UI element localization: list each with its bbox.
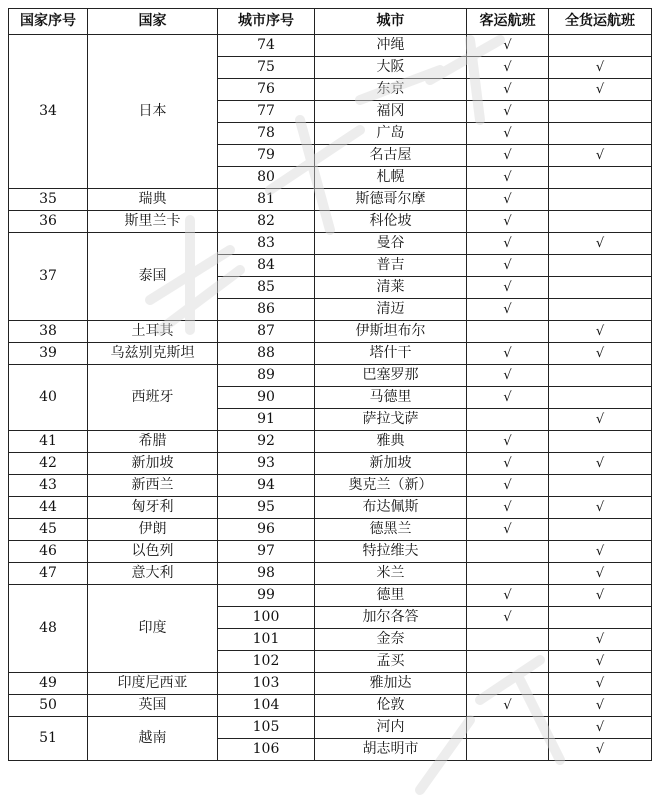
country-number-cell: 48 <box>9 585 88 673</box>
country-number-cell: 44 <box>9 497 88 519</box>
city-name-cell: 塔什干 <box>315 343 467 365</box>
passenger-flight-cell: √ <box>467 585 549 607</box>
passenger-flight-cell: √ <box>467 101 549 123</box>
country-number-cell: 38 <box>9 321 88 343</box>
cargo-flight-cell <box>549 299 652 321</box>
city-number-cell: 81 <box>218 189 315 211</box>
country-number-cell: 51 <box>9 717 88 761</box>
passenger-flight-cell <box>467 651 549 673</box>
table-row <box>9 321 652 343</box>
city-number-cell: 86 <box>218 299 315 321</box>
cargo-flight-cell <box>549 607 652 629</box>
country-number-cell: 49 <box>9 673 88 695</box>
city-name-cell: 德黑兰 <box>315 519 467 541</box>
passenger-flight-cell: √ <box>467 475 549 497</box>
passenger-flight-cell <box>467 563 549 585</box>
cargo-flight-cell: √ <box>549 497 652 519</box>
city-name-cell: 金奈 <box>315 629 467 651</box>
country-number-cell: 47 <box>9 563 88 585</box>
passenger-flight-cell: √ <box>467 189 549 211</box>
city-number-cell: 76 <box>218 79 315 101</box>
passenger-flight-cell: √ <box>467 453 549 475</box>
passenger-flight-cell <box>467 409 549 431</box>
city-number-cell: 98 <box>218 563 315 585</box>
country-name-cell: 希腊 <box>88 431 218 453</box>
city-name-cell: 萨拉戈萨 <box>315 409 467 431</box>
city-name-cell: 特拉维夫 <box>315 541 467 563</box>
city-number-cell: 75 <box>218 57 315 79</box>
city-number-cell: 79 <box>218 145 315 167</box>
cargo-flight-cell <box>549 387 652 409</box>
city-name-cell: 布达佩斯 <box>315 497 467 519</box>
city-name-cell: 曼谷 <box>315 233 467 255</box>
cargo-flight-cell: √ <box>549 739 652 761</box>
city-name-cell: 巴塞罗那 <box>315 365 467 387</box>
cargo-flight-cell <box>549 189 652 211</box>
country-name-cell: 新西兰 <box>88 475 218 497</box>
cargo-flight-cell: √ <box>549 717 652 739</box>
table-row <box>9 233 652 255</box>
passenger-flight-cell: √ <box>467 211 549 233</box>
cargo-flight-cell <box>549 365 652 387</box>
country-name-cell: 土耳其 <box>88 321 218 343</box>
city-number-cell: 90 <box>218 387 315 409</box>
table-row <box>9 453 652 475</box>
cargo-flight-cell: √ <box>549 321 652 343</box>
city-name-cell: 科伦坡 <box>315 211 467 233</box>
passenger-flight-cell: √ <box>467 387 549 409</box>
city-name-cell: 名古屋 <box>315 145 467 167</box>
passenger-flight-cell <box>467 673 549 695</box>
passenger-flight-cell: √ <box>467 299 549 321</box>
country-name-cell: 匈牙利 <box>88 497 218 519</box>
cargo-flight-cell <box>549 277 652 299</box>
country-number-cell: 35 <box>9 189 88 211</box>
city-name-cell: 大阪 <box>315 57 467 79</box>
city-number-cell: 104 <box>218 695 315 717</box>
city-name-cell: 清莱 <box>315 277 467 299</box>
country-name-cell: 印度 <box>88 585 218 673</box>
country-name-cell: 乌兹别克斯坦 <box>88 343 218 365</box>
passenger-flight-cell: √ <box>467 343 549 365</box>
table-row <box>9 695 652 717</box>
city-name-cell: 河内 <box>315 717 467 739</box>
city-number-cell: 103 <box>218 673 315 695</box>
cargo-flight-cell: √ <box>549 145 652 167</box>
cargo-flight-cell: √ <box>549 233 652 255</box>
city-number-cell: 94 <box>218 475 315 497</box>
cargo-flight-cell <box>549 255 652 277</box>
country-number-cell: 39 <box>9 343 88 365</box>
cargo-flight-cell: √ <box>549 563 652 585</box>
country-name-cell: 新加坡 <box>88 453 218 475</box>
country-name-cell: 英国 <box>88 695 218 717</box>
city-number-cell: 97 <box>218 541 315 563</box>
city-number-cell: 95 <box>218 497 315 519</box>
city-name-cell: 冲绳 <box>315 35 467 57</box>
passenger-flight-cell: √ <box>467 497 549 519</box>
city-name-cell: 斯德哥尔摩 <box>315 189 467 211</box>
city-number-cell: 100 <box>218 607 315 629</box>
passenger-flight-cell: √ <box>467 145 549 167</box>
city-name-cell: 新加坡 <box>315 453 467 475</box>
header-cargo-flights: 全货运航班 <box>549 9 652 35</box>
cargo-flight-cell <box>549 475 652 497</box>
country-name-cell: 以色列 <box>88 541 218 563</box>
table-row <box>9 365 652 387</box>
cargo-flight-cell: √ <box>549 673 652 695</box>
country-number-cell: 36 <box>9 211 88 233</box>
city-number-cell: 77 <box>218 101 315 123</box>
cargo-flight-cell: √ <box>549 79 652 101</box>
city-name-cell: 广岛 <box>315 123 467 145</box>
city-number-cell: 92 <box>218 431 315 453</box>
passenger-flight-cell <box>467 717 549 739</box>
country-number-cell: 43 <box>9 475 88 497</box>
header-row <box>9 9 652 35</box>
passenger-flight-cell: √ <box>467 233 549 255</box>
city-name-cell: 胡志明市 <box>315 739 467 761</box>
table-row <box>9 563 652 585</box>
table-row <box>9 673 652 695</box>
city-number-cell: 82 <box>218 211 315 233</box>
flight-city-table <box>8 8 652 761</box>
city-number-cell: 80 <box>218 167 315 189</box>
table-row <box>9 475 652 497</box>
cargo-flight-cell: √ <box>549 409 652 431</box>
city-number-cell: 84 <box>218 255 315 277</box>
city-number-cell: 88 <box>218 343 315 365</box>
passenger-flight-cell <box>467 541 549 563</box>
table-row <box>9 35 652 57</box>
cargo-flight-cell <box>549 101 652 123</box>
city-number-cell: 93 <box>218 453 315 475</box>
country-name-cell: 印度尼西亚 <box>88 673 218 695</box>
table-row <box>9 541 652 563</box>
city-name-cell: 米兰 <box>315 563 467 585</box>
table-row <box>9 585 652 607</box>
table-row <box>9 211 652 233</box>
cargo-flight-cell: √ <box>549 541 652 563</box>
cargo-flight-cell: √ <box>549 343 652 365</box>
city-number-cell: 87 <box>218 321 315 343</box>
country-number-cell: 45 <box>9 519 88 541</box>
table-header <box>9 9 652 35</box>
table-row <box>9 519 652 541</box>
city-number-cell: 96 <box>218 519 315 541</box>
city-name-cell: 清迈 <box>315 299 467 321</box>
passenger-flight-cell: √ <box>467 277 549 299</box>
header-city: 城市 <box>315 9 467 35</box>
header-country-no: 国家序号 <box>9 9 88 35</box>
country-number-cell: 46 <box>9 541 88 563</box>
country-name-cell: 瑞典 <box>88 189 218 211</box>
city-number-cell: 83 <box>218 233 315 255</box>
country-number-cell: 42 <box>9 453 88 475</box>
table-body <box>9 35 652 761</box>
passenger-flight-cell <box>467 629 549 651</box>
city-number-cell: 106 <box>218 739 315 761</box>
cargo-flight-cell: √ <box>549 695 652 717</box>
passenger-flight-cell: √ <box>467 431 549 453</box>
country-name-cell: 意大利 <box>88 563 218 585</box>
table-row <box>9 497 652 519</box>
city-name-cell: 东京 <box>315 79 467 101</box>
cargo-flight-cell <box>549 431 652 453</box>
country-name-cell: 日本 <box>88 35 218 189</box>
passenger-flight-cell: √ <box>467 57 549 79</box>
country-name-cell: 斯里兰卡 <box>88 211 218 233</box>
table-row <box>9 189 652 211</box>
city-number-cell: 99 <box>218 585 315 607</box>
city-number-cell: 105 <box>218 717 315 739</box>
passenger-flight-cell: √ <box>467 167 549 189</box>
city-name-cell: 普吉 <box>315 255 467 277</box>
passenger-flight-cell: √ <box>467 35 549 57</box>
passenger-flight-cell: √ <box>467 255 549 277</box>
cargo-flight-cell: √ <box>549 57 652 79</box>
cargo-flight-cell: √ <box>549 651 652 673</box>
passenger-flight-cell <box>467 321 549 343</box>
city-name-cell: 札幌 <box>315 167 467 189</box>
country-name-cell: 越南 <box>88 717 218 761</box>
passenger-flight-cell: √ <box>467 365 549 387</box>
country-number-cell: 40 <box>9 365 88 431</box>
table-row <box>9 431 652 453</box>
city-name-cell: 德里 <box>315 585 467 607</box>
city-number-cell: 101 <box>218 629 315 651</box>
city-name-cell: 伦敦 <box>315 695 467 717</box>
header-city-no: 城市序号 <box>218 9 315 35</box>
country-name-cell: 伊朗 <box>88 519 218 541</box>
passenger-flight-cell: √ <box>467 519 549 541</box>
city-name-cell: 雅典 <box>315 431 467 453</box>
cargo-flight-cell <box>549 167 652 189</box>
header-passenger-flights: 客运航班 <box>467 9 549 35</box>
passenger-flight-cell <box>467 739 549 761</box>
cargo-flight-cell <box>549 211 652 233</box>
city-number-cell: 91 <box>218 409 315 431</box>
city-name-cell: 加尔各答 <box>315 607 467 629</box>
table-row <box>9 343 652 365</box>
passenger-flight-cell: √ <box>467 695 549 717</box>
passenger-flight-cell: √ <box>467 123 549 145</box>
flight-city-table-container <box>8 8 652 761</box>
country-number-cell: 41 <box>9 431 88 453</box>
city-number-cell: 78 <box>218 123 315 145</box>
country-number-cell: 34 <box>9 35 88 189</box>
country-name-cell: 西班牙 <box>88 365 218 431</box>
cargo-flight-cell: √ <box>549 585 652 607</box>
cargo-flight-cell: √ <box>549 629 652 651</box>
country-name-cell: 泰国 <box>88 233 218 321</box>
country-number-cell: 50 <box>9 695 88 717</box>
city-name-cell: 奥克兰（新） <box>315 475 467 497</box>
city-name-cell: 雅加达 <box>315 673 467 695</box>
city-name-cell: 伊斯坦布尔 <box>315 321 467 343</box>
city-name-cell: 马德里 <box>315 387 467 409</box>
city-number-cell: 85 <box>218 277 315 299</box>
table-row <box>9 717 652 739</box>
cargo-flight-cell <box>549 519 652 541</box>
city-name-cell: 福冈 <box>315 101 467 123</box>
city-name-cell: 孟买 <box>315 651 467 673</box>
city-number-cell: 89 <box>218 365 315 387</box>
header-country: 国家 <box>88 9 218 35</box>
passenger-flight-cell: √ <box>467 79 549 101</box>
country-number-cell: 37 <box>9 233 88 321</box>
city-number-cell: 102 <box>218 651 315 673</box>
city-number-cell: 74 <box>218 35 315 57</box>
cargo-flight-cell <box>549 35 652 57</box>
cargo-flight-cell: √ <box>549 453 652 475</box>
cargo-flight-cell <box>549 123 652 145</box>
passenger-flight-cell: √ <box>467 607 549 629</box>
